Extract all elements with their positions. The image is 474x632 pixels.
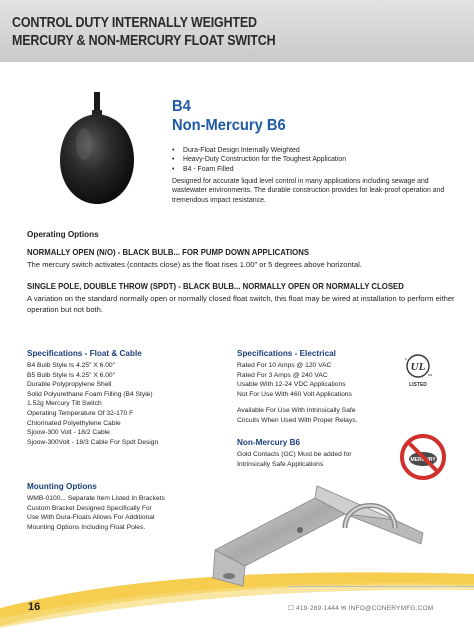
non-mercury-heading: Non-Mercury B6 <box>237 437 301 447</box>
product-name: Non-Mercury B6 <box>172 117 286 134</box>
operating-options-heading: Operating Options <box>27 229 99 239</box>
page-number: 16 <box>28 601 41 613</box>
no-mercury-label: MERCURY <box>410 457 436 463</box>
list-item: WMB-0100... Separate Item Listed In Brackets <box>27 495 165 502</box>
ul-listed-icon <box>398 352 438 390</box>
normally-open-heading: NORMALLY OPEN (N/O) - BLACK BULB... FOR PUMP DOWN APPLICATIONS <box>27 248 310 257</box>
svg-text:UL: UL <box>410 361 426 373</box>
list-item: Custom Bracket Designed Specifically For <box>27 504 152 512</box>
list-item: Use With Dura-Floats Allows For Additional <box>27 514 155 522</box>
no-mercury-icon <box>398 432 448 482</box>
product-title <box>172 97 296 135</box>
list-item: Mounting Options Including Float Poles. <box>27 523 146 531</box>
spdt-heading: SINGLE POLE, DOUBLE THROW (SPDT) - BLACK BULB... NORMALLY OPEN OR NORMALLY CLOSED <box>27 282 404 291</box>
list-item: B4 Bulb Style Is 4.25" X 6.00" <box>27 362 116 369</box>
mounting-heading: Mounting Options <box>27 481 97 491</box>
list-item: Chlorinated Polyethylene Cable <box>27 419 121 427</box>
list-item: B5 Bulb Style Is 4.25" X 6.00" <box>27 371 116 379</box>
list-item: Available For Use With Intrinsically Safe <box>237 407 356 414</box>
list-item: Not For Use With 460 Volt Applications <box>237 390 352 398</box>
header-title-line2: MERCURY & NON-MERCURY FLOAT SWITCH <box>12 33 276 49</box>
list-item: Circuits When Used With Proper Relays. <box>237 416 358 424</box>
product-description: Designed for accurate liquid level control in many applications including sewage and wastewater environments. The durable construction provides for leak-proof operation and tremendous impact resistance. <box>172 178 445 204</box>
float-switch-image <box>50 92 145 207</box>
list-item: Operating Temperature Of 32-170 F <box>27 409 134 417</box>
list-item: • Dura-Float Design Internally Weighted <box>172 147 300 154</box>
spec-float-heading: Specifications - Float & Cable <box>27 348 142 358</box>
list-item: Sjoow-300Volt - 18/3 Cable For Spdt Design <box>27 438 159 446</box>
list-item: Solid Polyurethane Foam Filling (B4 Style) <box>27 390 153 398</box>
footer-contact: ☐ 419·289·1444 ✉ INFO@CONERYMFG.COM <box>288 605 434 612</box>
page-header <box>0 0 474 62</box>
list-item: Intrinsically Safe Applications <box>237 460 324 468</box>
normally-open-text: The mercury switch activates (contacts close) as the float rises 1.00" or 5 degrees above horizontal. <box>27 260 362 269</box>
list-item: Durable Polypropylene Shell <box>27 381 112 389</box>
header-title-line1: CONTROL DUTY INTERNALLY WEIGHTED <box>12 15 257 31</box>
spec-float-list <box>27 361 158 447</box>
product-model: B4 <box>172 98 191 115</box>
footer-divider <box>288 586 474 587</box>
svg-text:c: c <box>405 356 407 361</box>
list-item: Rated For 10 Amps @ 120 VAC <box>237 362 332 369</box>
product-bullets <box>172 146 346 174</box>
mounting-bracket-image <box>195 478 430 588</box>
list-item: • Heavy-Duty Construction for the Toughest Application <box>172 156 347 164</box>
spec-electrical-heading: Specifications - Electrical <box>237 348 336 358</box>
mounting-list <box>27 494 165 532</box>
non-mercury-list <box>237 450 351 469</box>
spec-electrical-list <box>237 361 352 399</box>
spec-electrical-list-2 <box>237 406 357 425</box>
list-item: Sjoow-300 Volt - 18/2 Cable <box>27 429 110 437</box>
list-item: Usable With 12-24 VDC Applications <box>237 381 346 389</box>
list-item: 1.52g Mercury Tilt Switch <box>27 400 102 408</box>
ul-listed-label: LISTED <box>409 382 427 388</box>
list-item: Rated For 3 Amps @ 240 VAC <box>237 371 328 379</box>
list-item: • B4 - Foam Filled <box>172 165 234 173</box>
list-item: Gold Contacts (GC) Must be added for <box>237 451 352 458</box>
spdt-text: A variation on the standard normally open or normally closed float switch, this float may be wired at installation to perform either operation but not both. <box>27 294 455 314</box>
svg-text:us: us <box>428 372 433 377</box>
